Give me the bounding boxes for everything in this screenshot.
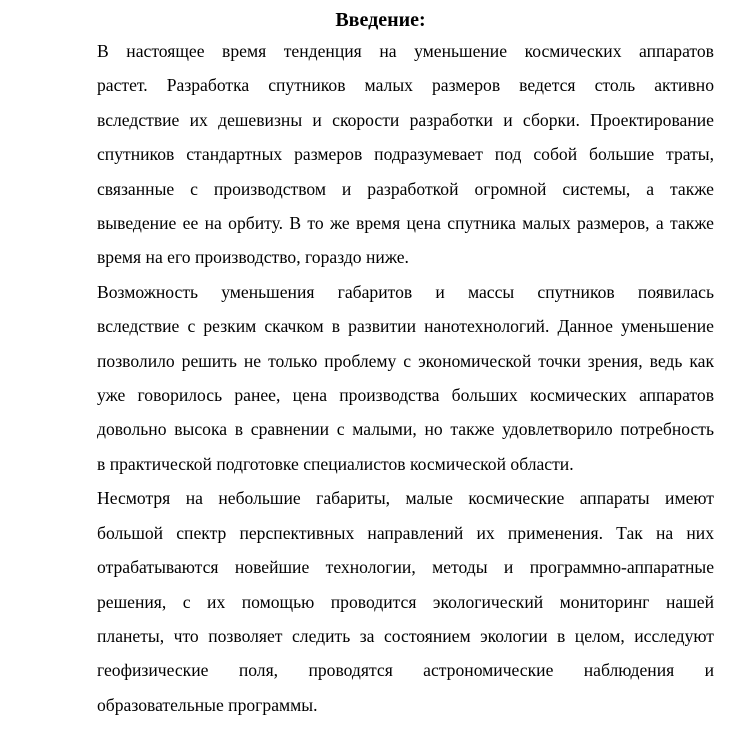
text-line: спутников стандартных размеров подразумевает под собой большие траты, xyxy=(97,144,714,165)
text-line: довольно высока в сравнении с малыми, но также удовлетворило потребность xyxy=(97,419,714,440)
text-line: время на его производство, гораздо ниже. xyxy=(97,247,409,268)
text-line: вследствие с резким скачком в развитии нанотехнологий. Данное уменьшение xyxy=(97,316,714,337)
text-line: геофизические поля, проводятся астрономические наблюдения и xyxy=(97,660,714,681)
text-line: большой спектр перспективных направлений их применения. Так на них xyxy=(97,522,714,543)
text-line: уже говорилось ранее, цена производства больших космических аппаратов xyxy=(97,385,714,406)
text-line: Возможность уменьшения габаритов и массы спутников появилась xyxy=(97,281,714,302)
paragraph-1 xyxy=(47,34,714,275)
document-page xyxy=(47,7,714,722)
paragraph-2 xyxy=(47,275,714,481)
text-line: растет. Разработка спутников малых размеров ведется столь активно xyxy=(97,75,714,96)
text-line: в практической подготовке специалистов космической области. xyxy=(97,453,574,474)
text-line: Несмотря на небольшие габариты, малые космические аппараты имеют xyxy=(97,488,714,509)
text-line: отрабатываются новейшие технологии, методы и программно-аппаратные xyxy=(97,557,714,578)
paragraph-3 xyxy=(47,481,714,722)
page-title: Введение: xyxy=(335,9,426,31)
text-line: планеты, что позволяет следить за состоянием экологии в целом, исследуют xyxy=(97,625,714,646)
text-line: образовательные программы. xyxy=(97,694,318,715)
text-line: В настоящее время тенденция на уменьшение космических аппаратов xyxy=(97,41,714,61)
text-line: связанные с производством и разработкой огромной системы, а также xyxy=(97,178,714,199)
text-line: позволило решить не только проблему с экономической точки зрения, ведь как xyxy=(97,350,714,371)
text-line: решения, с их помощью проводится экологический мониторинг нашей xyxy=(97,591,714,612)
text-line: вследствие их дешевизны и скорости разработки и сборки. Проектирование xyxy=(97,109,714,130)
text-line: выведение ее на орбиту. В то же время цена спутника малых размеров, а также xyxy=(97,213,714,234)
